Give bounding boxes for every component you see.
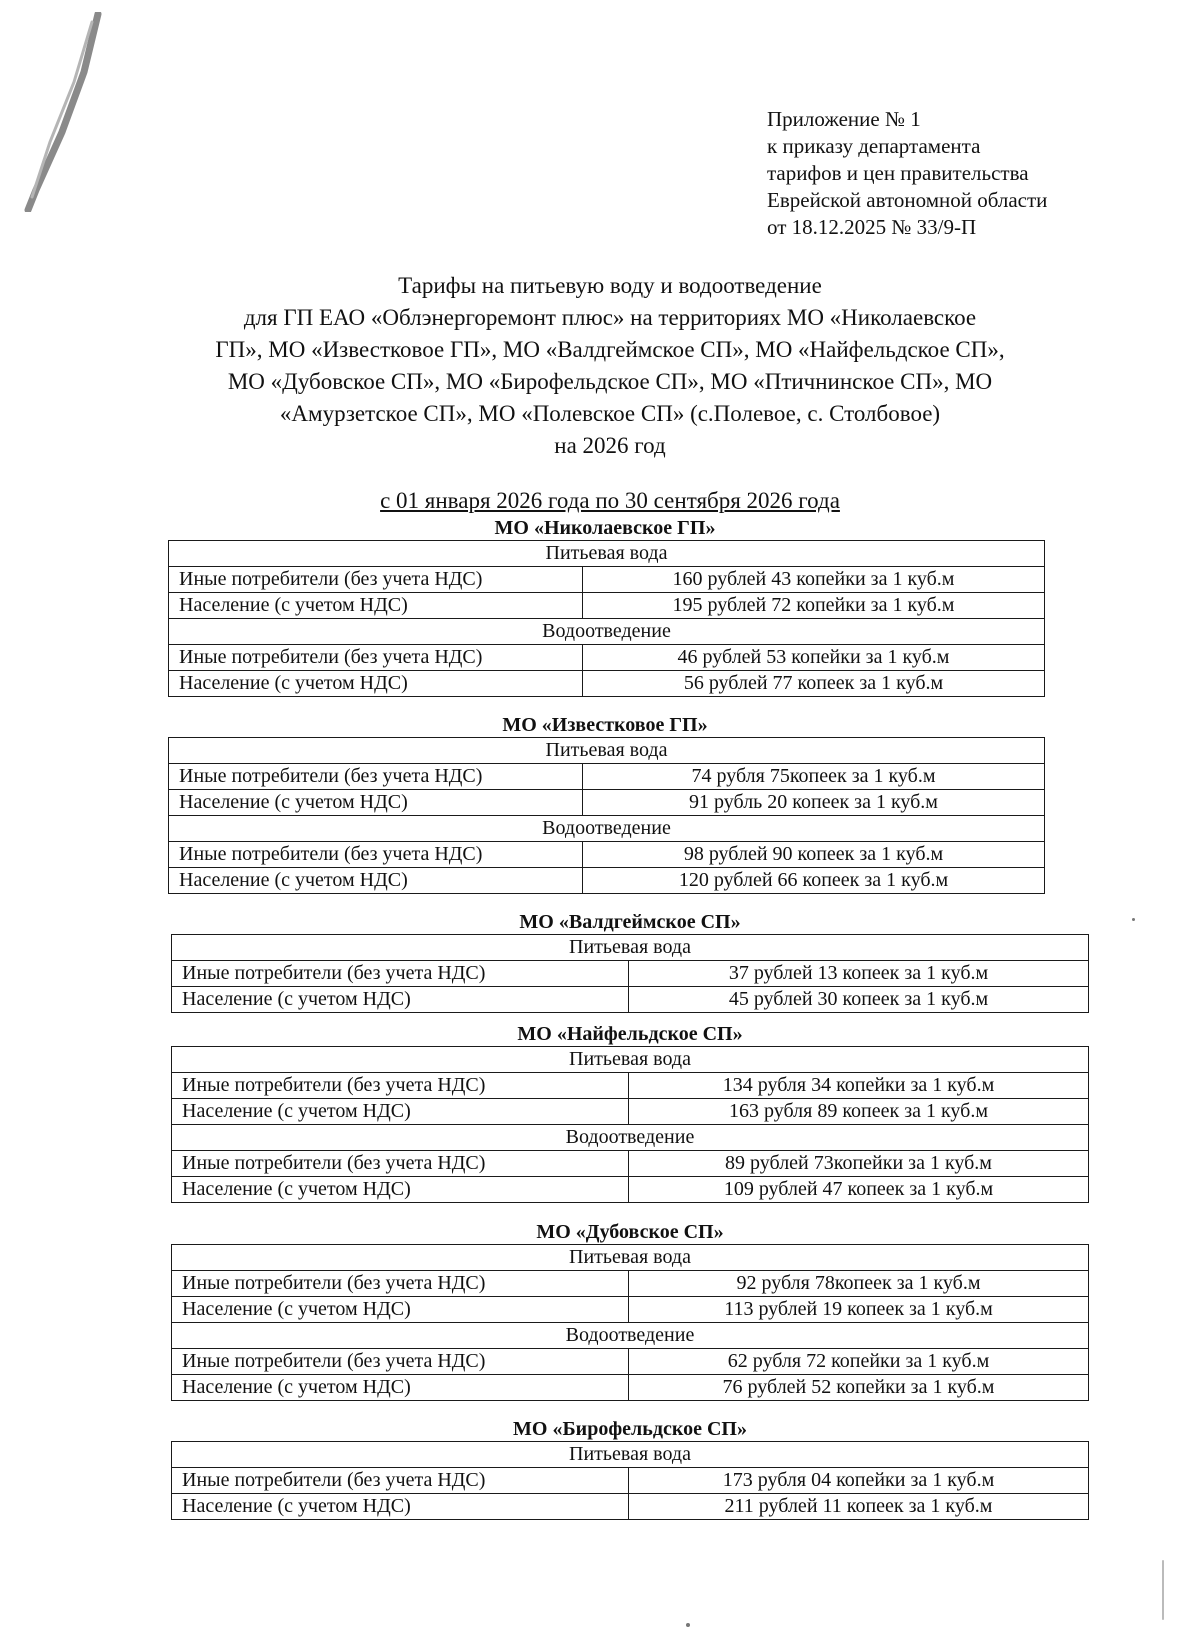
title-line: МО «Дубовское СП», МО «Бирофельдское СП», МО «Птичнинское СП», МО: [227, 369, 993, 394]
consumer-label: Иные потребители (без учета НДС): [172, 1468, 629, 1494]
appendix-line: от 18.12.2025 № 33/9-П: [767, 215, 977, 239]
tariff-value: 195 рублей 72 копейки за 1 куб.м: [583, 593, 1045, 619]
tariff-period: с 01 января 2026 года по 30 сентября 2026 года: [380, 488, 840, 513]
tariff-value: 211 рублей 11 копеек за 1 куб.м: [629, 1494, 1089, 1520]
table-row: [169, 645, 1045, 671]
tariff-value: 45 рублей 30 копеек за 1 куб.м: [629, 987, 1089, 1013]
consumer-label: Население (с учетом НДС): [172, 1297, 629, 1323]
consumer-label: Иные потребители (без учета НДС): [172, 1349, 629, 1375]
tariff-value: 56 рублей 77 копеек за 1 куб.м: [583, 671, 1045, 697]
section-title: МО «Найфельдское СП»: [517, 1023, 743, 1045]
tariff-value: 92 рубля 78копеек за 1 куб.м: [629, 1271, 1089, 1297]
tariff-table: [171, 1046, 1089, 1203]
tariff-table: [168, 540, 1045, 697]
table-row: [172, 1494, 1089, 1520]
tariff-value: 120 рублей 66 копеек за 1 куб.м: [583, 868, 1045, 894]
consumer-label: Иные потребители (без учета НДС): [169, 764, 583, 790]
table-row: [172, 1151, 1089, 1177]
tariff-value: 113 рублей 19 копеек за 1 куб.м: [629, 1297, 1089, 1323]
table-row: [172, 1468, 1089, 1494]
table-row: [169, 567, 1045, 593]
table-row: [172, 1177, 1089, 1203]
tariff-table: [171, 1244, 1089, 1401]
tariff-table: [168, 737, 1045, 894]
title-line: ГП», МО «Известковое ГП», МО «Валдгеймское СП», МО «Найфельдское СП»,: [215, 337, 1005, 362]
tariff-value: 74 рубля 75копеек за 1 куб.м: [583, 764, 1045, 790]
table-row: [172, 1271, 1089, 1297]
tariff-value: 91 рубль 20 копеек за 1 куб.м: [583, 790, 1045, 816]
tariff-value: 76 рублей 52 копейки за 1 куб.м: [629, 1375, 1089, 1401]
section-title: МО «Валдгеймское СП»: [519, 911, 741, 933]
group-header: Питьевая вода: [169, 541, 1045, 567]
table-row: [169, 842, 1045, 868]
consumer-label: Население (с учетом НДС): [172, 987, 629, 1013]
appendix-line: Еврейской автономной области: [767, 188, 1048, 212]
tariff-table: [171, 934, 1089, 1013]
consumer-label: Население (с учетом НДС): [169, 671, 583, 697]
title-line: на 2026 год: [554, 433, 666, 458]
group-header: Водоотведение: [172, 1125, 1089, 1151]
group-header: Питьевая вода: [172, 1047, 1089, 1073]
tariff-value: 62 рубля 72 копейки за 1 куб.м: [629, 1349, 1089, 1375]
consumer-label: Население (с учетом НДС): [169, 593, 583, 619]
group-header: Питьевая вода: [172, 935, 1089, 961]
scan-edge-mark: [14, 12, 104, 212]
tariff-value: 134 рубля 34 копейки за 1 куб.м: [629, 1073, 1089, 1099]
tariff-table: [171, 1441, 1089, 1520]
section-title: МО «Дубовское СП»: [536, 1221, 724, 1243]
scan-speck: [1162, 1560, 1164, 1620]
group-header: Водоотведение: [169, 619, 1045, 645]
appendix-line: тарифов и цен правительства: [767, 161, 1029, 185]
consumer-label: Иные потребители (без учета НДС): [169, 567, 583, 593]
title-line: для ГП ЕАО «Облэнергоремонт плюс» на территориях МО «Николаевское: [243, 305, 977, 330]
document-title: [150, 270, 1070, 462]
consumer-label: Население (с учетом НДС): [172, 1494, 629, 1520]
consumer-label: Население (с учетом НДС): [172, 1375, 629, 1401]
group-header: Питьевая вода: [169, 738, 1045, 764]
title-line: «Амурзетское СП», МО «Полевское СП» (с.Полевое, с. Столбовое): [279, 401, 941, 426]
tariff-value: 163 рубля 89 копеек за 1 куб.м: [629, 1099, 1089, 1125]
table-row: [172, 987, 1089, 1013]
consumer-label: Население (с учетом НДС): [172, 1177, 629, 1203]
group-header: Питьевая вода: [172, 1245, 1089, 1271]
table-row: [172, 1349, 1089, 1375]
section-title: МО «Известковое ГП»: [502, 714, 708, 736]
tariff-value: 46 рублей 53 копейки за 1 куб.м: [583, 645, 1045, 671]
scan-speck: [686, 1623, 690, 1627]
table-row: [172, 1297, 1089, 1323]
appendix-block: [767, 106, 1047, 241]
consumer-label: Иные потребители (без учета НДС): [172, 1151, 629, 1177]
table-row: [172, 1073, 1089, 1099]
tariff-value: 98 рублей 90 копеек за 1 куб.м: [583, 842, 1045, 868]
consumer-label: Иные потребители (без учета НДС): [169, 842, 583, 868]
tariff-value: 173 рубля 04 копейки за 1 куб.м: [629, 1468, 1089, 1494]
scan-speck: [1132, 918, 1135, 921]
table-row: [172, 961, 1089, 987]
group-header: Водоотведение: [172, 1323, 1089, 1349]
table-row: [169, 790, 1045, 816]
tariff-value: 109 рублей 47 копеек за 1 куб.м: [629, 1177, 1089, 1203]
section-title: МО «Николаевское ГП»: [494, 517, 716, 539]
consumer-label: Население (с учетом НДС): [169, 868, 583, 894]
group-header: Питьевая вода: [172, 1442, 1089, 1468]
consumer-label: Население (с учетом НДС): [169, 790, 583, 816]
title-line: Тарифы на питьевую воду и водоотведение: [398, 273, 822, 298]
tariff-value: 89 рублей 73копейки за 1 куб.м: [629, 1151, 1089, 1177]
group-header: Водоотведение: [169, 816, 1045, 842]
table-row: [169, 764, 1045, 790]
consumer-label: Иные потребители (без учета НДС): [169, 645, 583, 671]
tariff-value: 160 рублей 43 копейки за 1 куб.м: [583, 567, 1045, 593]
table-row: [172, 1099, 1089, 1125]
table-row: [169, 593, 1045, 619]
table-row: [169, 671, 1045, 697]
consumer-label: Иные потребители (без учета НДС): [172, 1073, 629, 1099]
consumer-label: Иные потребители (без учета НДС): [172, 1271, 629, 1297]
section-title: МО «Бирофельдское СП»: [513, 1418, 747, 1440]
table-row: [169, 868, 1045, 894]
appendix-line: к приказу департамента: [767, 134, 981, 158]
tariff-value: 37 рублей 13 копеек за 1 куб.м: [629, 961, 1089, 987]
consumer-label: Население (с учетом НДС): [172, 1099, 629, 1125]
consumer-label: Иные потребители (без учета НДС): [172, 961, 629, 987]
appendix-line: Приложение № 1: [767, 107, 921, 131]
table-row: [172, 1375, 1089, 1401]
